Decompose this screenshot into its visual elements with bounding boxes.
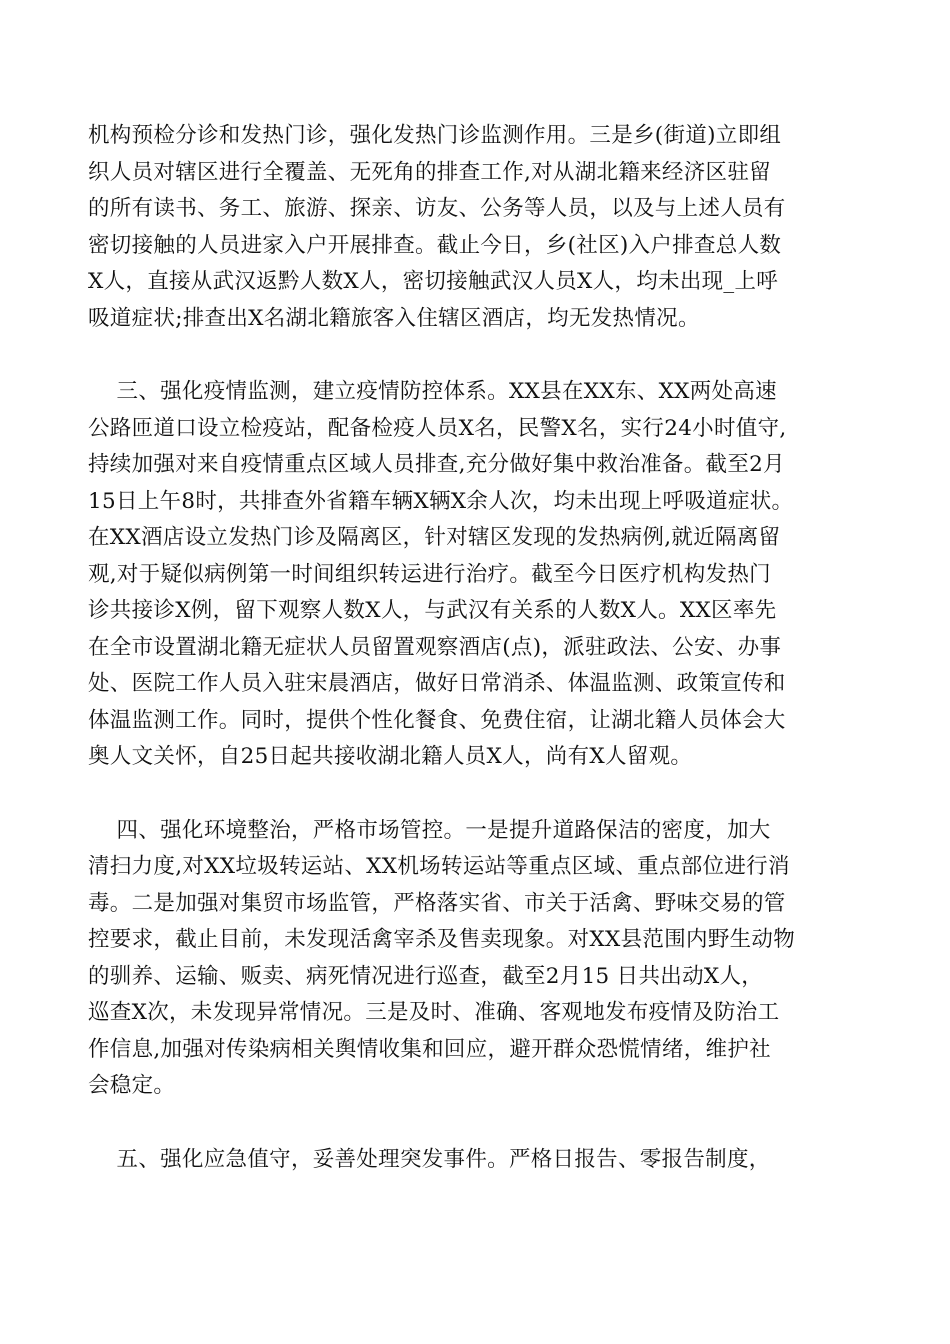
paragraph-section-three xyxy=(88,374,878,776)
paragraph-gap xyxy=(88,1105,878,1142)
paragraph-continued xyxy=(88,118,878,337)
text-line: 清扫力度,对XX垃圾转运站、XX机场转运站等重点区域、重点部位进行消 xyxy=(88,854,790,879)
text-line: 在全市设置湖北籍无症状人员留置观察酒店(点)，派驻政法、公安、办事 xyxy=(88,634,782,660)
paragraph-gap xyxy=(88,337,878,374)
text-line: 公路匝道口设立检疫站，配备检疫人员X名，民警X名，实行24小时值守, xyxy=(88,415,787,441)
text-line: 观,对于疑似病例第一时间组织转运进行治疗。截至今日医疗机构发热门 xyxy=(88,561,771,587)
text-line: 控要求，截止目前，未发现活禽宰杀及售卖现象。对XX县范围内野生动物 xyxy=(88,927,796,952)
text-line: 奥人文关怀，自25日起共接收湖北籍人员X人，尚有X人留观。 xyxy=(88,744,693,769)
section-heading-line: 三、强化疫情监测，建立疫情防控体系。XX县在XX东、XX两处高速 xyxy=(88,379,777,404)
text-line: 处、医院工作人员入驻宋晨酒店，做好日常消杀、体温监测、政策宣传和 xyxy=(88,671,786,696)
text-line: 密切接触的人员进家入户开展排查。截止今日，乡(社区)入户排查总人数 xyxy=(88,232,782,258)
paragraph-gap xyxy=(88,776,878,813)
text-line: 体温监测工作。同时，提供个性化餐食、免费住宿，让湖北籍人员体会大 xyxy=(88,707,786,733)
text-line: 在XX酒店设立发热门诊及隔离区，针对辖区发现的发热病例,就近隔离留 xyxy=(88,525,781,550)
paragraph-section-five xyxy=(88,1142,878,1179)
section-heading-line: 五、强化应急值守，妥善处理突发事件。严格日报告、零报告制度， xyxy=(88,1146,771,1172)
text-line: 的所有读书、务工、旅游、探亲、访友、公务等人员，以及与上述人员有 xyxy=(88,196,786,221)
text-line: 吸道症状;排查出X名湖北籍旅客入住辖区酒店，均无发热情况。 xyxy=(88,305,700,331)
text-line: 诊共接诊X例，留下观察人数X人，与武汉有关系的人数X人。XX区率先 xyxy=(88,598,777,623)
text-line: 会稳定。 xyxy=(88,1073,176,1098)
text-line: 毒。二是加强对集贸市场监管，严格落实省、市关于活禽、野味交易的管 xyxy=(88,890,786,916)
text-line: X人，直接从武汉返黔人数X人，密切接触武汉人员X人，均未出现_上呼 xyxy=(88,269,779,294)
section-heading-line: 四、强化环境整治，严格市场管控。一是提升道路保洁的密度，加大 xyxy=(88,817,771,843)
text-line: 15日上午8时，共排查外省籍车辆X辆X余人次，均未出现上呼吸道症状。 xyxy=(88,488,794,514)
text-line: 巡查X次，未发现异常情况。三是及时、准确、客观地发布疫情及防治工 xyxy=(88,1000,780,1025)
text-line: 作信息,加强对传染病相关舆情收集和回应，避开群众恐慌情绪，维护社 xyxy=(88,1036,771,1062)
document-page xyxy=(88,118,878,1178)
text-line: 的驯养、运输、贩卖、病死情况进行巡查，截至2月15 日共出动X人， xyxy=(88,963,764,989)
paragraph-section-four xyxy=(88,813,878,1105)
text-line: 持续加强对来自疫情重点区域人员排查,充分做好集中救治准备。截至2月 xyxy=(88,452,785,477)
text-line: 织人员对辖区进行全覆盖、无死角的排查工作,对从湖北籍来经济区驻留 xyxy=(88,159,771,185)
text-line: 机构预检分诊和发热门诊，强化发热门诊监测作用。三是乡(街道)立即组 xyxy=(88,123,782,148)
